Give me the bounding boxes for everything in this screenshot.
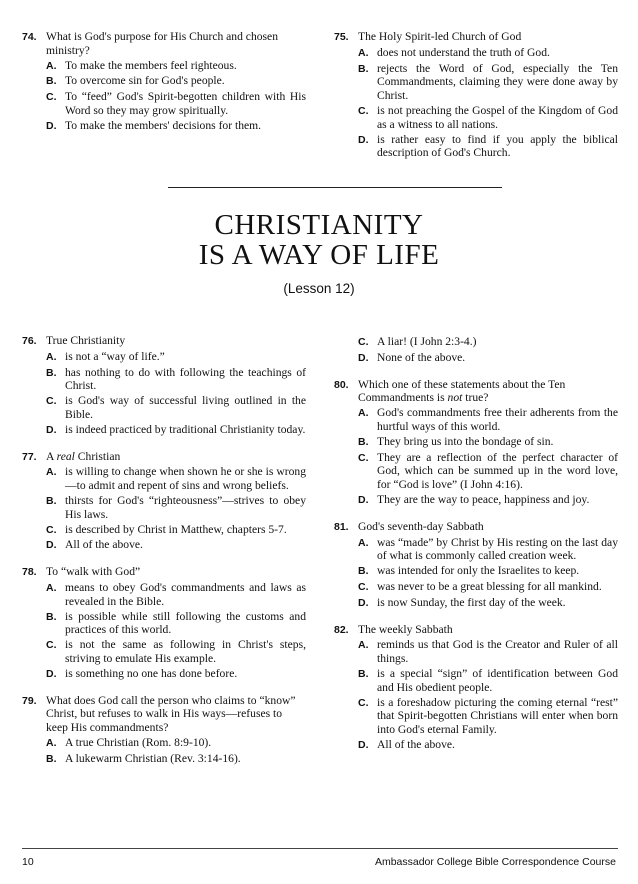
option-text: To make the members' decisions for them. <box>65 118 262 132</box>
option-letter: B. <box>358 435 369 448</box>
question-number: 75. <box>334 31 349 43</box>
question-number: 82. <box>334 623 349 636</box>
question-text: To “walk with God” <box>46 565 141 579</box>
option-letter: A. <box>46 350 57 363</box>
option-letter: A. <box>358 639 369 652</box>
option-letter: D. <box>46 667 57 680</box>
option-letter: B. <box>46 494 57 507</box>
answer-option <box>334 638 618 666</box>
answer-option <box>334 46 618 61</box>
option-letter: B. <box>358 667 369 680</box>
answer-option <box>334 536 618 564</box>
option-text: God's commandments free their adherents from the hurtful ways of this world. <box>377 406 618 433</box>
question-stem <box>22 450 306 465</box>
option-letter: C. <box>358 580 369 593</box>
option-text: All of the above. <box>377 737 455 751</box>
question <box>22 30 306 134</box>
option-text: To make the members feel righteous. <box>65 58 237 72</box>
option-letter: C. <box>358 451 369 464</box>
answer-option <box>22 59 306 74</box>
question <box>22 694 306 767</box>
option-text: A true Christian (Rom. 8:9-10). <box>65 735 212 749</box>
answer-option <box>22 667 306 682</box>
left-column <box>22 334 306 767</box>
option-letter: B. <box>46 752 57 765</box>
question-stem <box>334 623 618 638</box>
answer-option <box>334 451 618 492</box>
answer-option <box>22 736 306 751</box>
question <box>22 450 306 554</box>
answer-option <box>334 596 618 611</box>
option-text: is described by Christ in Matthew, chapters 5-7. <box>65 522 287 536</box>
option-text: They are the way to peace, happiness and joy. <box>377 492 590 506</box>
lesson-number: (Lesson 12) <box>283 281 355 296</box>
option-letter: D. <box>46 539 57 552</box>
option-text: has nothing to do with following the teachings of Christ. <box>65 365 306 393</box>
option-text: They bring us into the bondage of sin. <box>377 434 554 448</box>
option-letter: A. <box>358 46 369 59</box>
question-text: True Christianity <box>46 334 126 347</box>
option-letter: A. <box>46 59 57 72</box>
option-letter: C. <box>46 91 57 104</box>
answer-option <box>334 351 618 366</box>
lesson-title-line-1: CHRISTIANITY <box>214 209 424 241</box>
option-text: does not understand the truth of God. <box>377 45 550 59</box>
option-letter: D. <box>358 596 369 609</box>
option-letter: B. <box>46 75 57 88</box>
option-letter: D. <box>46 119 57 132</box>
answer-option <box>22 423 306 438</box>
answer-option <box>22 90 306 118</box>
question-number: 76. <box>22 335 37 347</box>
answer-option <box>334 335 618 350</box>
question-text: The weekly Sabbath <box>358 622 453 636</box>
question-text: What does God call the person who claims to “know” Christ, but refuses to walk in His ways—refuses to keep His commandments? <box>46 693 296 735</box>
question <box>334 520 618 611</box>
answer-option <box>22 366 306 394</box>
option-letter: A. <box>358 536 369 549</box>
question-text-part: Christian <box>74 449 121 463</box>
answer-option <box>22 494 306 522</box>
footer-rule <box>22 848 618 849</box>
option-text: is indeed practiced by traditional Christianity today. <box>65 422 306 436</box>
right-column <box>334 334 618 753</box>
option-text: All of the above. <box>65 538 143 552</box>
answer-option <box>334 406 618 434</box>
answer-option <box>22 119 306 134</box>
option-letter: B. <box>358 62 369 75</box>
answer-option <box>334 696 618 737</box>
question <box>22 565 306 681</box>
answer-option <box>334 133 618 161</box>
answer-option <box>22 581 306 609</box>
option-letter: A. <box>46 736 57 749</box>
option-text: is God's way of successful living outlined in the Bible. <box>65 394 306 421</box>
option-letter: C. <box>46 523 57 536</box>
option-letter: D. <box>358 133 369 146</box>
option-text: is a special “sign” of identification between God and His obedient people. <box>377 666 618 694</box>
course-name: Ambassador College Bible Correspondence Course <box>374 856 616 868</box>
option-text: To overcome sin for God's people. <box>65 74 225 88</box>
option-text: means to obey God's commandments and laws as revealed in the Bible. <box>65 580 306 608</box>
question-text: God's seventh-day Sabbath <box>358 519 484 533</box>
option-text: rejects the Word of God, especially the Ten Commandments, claiming they were done away by Christ. <box>377 61 618 103</box>
question-stem <box>334 520 618 535</box>
option-text: A liar! (I John 2:3-4.) <box>377 335 477 348</box>
answer-option <box>22 523 306 538</box>
option-text: thirsts for God's “righteousness”—strives to obey His laws. <box>65 493 306 521</box>
question-spacer <box>334 611 618 623</box>
answer-option <box>22 752 306 767</box>
top-left-column <box>22 30 306 134</box>
question-stem <box>22 334 306 349</box>
option-text: was intended for only the Israelites to keep. <box>377 564 580 578</box>
question-number: 74. <box>22 31 37 43</box>
question-spacer <box>22 553 306 565</box>
option-letter: C. <box>46 395 57 408</box>
top-right-column <box>334 30 618 160</box>
question-number: 78. <box>22 566 37 579</box>
answer-option <box>334 493 618 508</box>
option-letter: D. <box>358 738 369 751</box>
option-letter: C. <box>358 336 369 348</box>
option-letter: C. <box>358 104 369 117</box>
question-text-emphasis: not <box>447 391 463 405</box>
option-letter: A. <box>358 407 369 420</box>
answer-option <box>22 74 306 89</box>
question <box>334 335 618 366</box>
answer-option <box>22 350 306 365</box>
section-divider <box>168 187 502 188</box>
answer-option <box>334 104 618 132</box>
option-text: is something no one has done before. <box>65 666 238 680</box>
question <box>334 30 618 160</box>
option-letter: B. <box>358 565 369 578</box>
option-text: A lukewarm Christian (Rev. 3:14-16). <box>65 751 241 765</box>
question-number: 79. <box>22 694 37 707</box>
question-stem <box>334 378 618 406</box>
option-text: is rather easy to find if you apply the biblical description of God's Church. <box>377 132 618 160</box>
question-spacer <box>334 508 618 520</box>
question <box>22 334 306 438</box>
question-stem <box>22 565 306 580</box>
question <box>334 378 618 508</box>
question-text: What is God's purpose for His Church and chosen ministry? <box>46 30 278 57</box>
answer-option <box>334 435 618 450</box>
option-letter: A. <box>46 466 57 479</box>
answer-option <box>22 638 306 666</box>
answer-option <box>22 538 306 553</box>
option-letter: D. <box>358 351 369 364</box>
answer-option <box>22 465 306 493</box>
answer-option <box>22 394 306 422</box>
option-text: To “feed” God's Spirit-begotten children with His Word so they may grow spiritually. <box>65 90 306 117</box>
answer-option <box>334 564 618 579</box>
question-text-part: Which one of these statements about the Ten Commandments is <box>358 377 566 405</box>
question-number: 81. <box>334 520 349 533</box>
question-text-part: A <box>46 449 57 463</box>
question-number: 80. <box>334 378 349 391</box>
option-letter: C. <box>46 639 57 652</box>
question-text <box>46 450 306 465</box>
option-text: is not preaching the Gospel of the Kingdom of God as a witness to all nations. <box>377 103 618 131</box>
option-text: is not a “way of life.” <box>65 349 165 363</box>
answer-option <box>22 610 306 638</box>
page-number: 10 <box>22 856 34 868</box>
option-text: is now Sunday, the first day of the week. <box>377 595 566 609</box>
question <box>334 623 618 753</box>
option-letter: D. <box>46 423 57 436</box>
option-text: reminds us that God is the Creator and Ruler of all things. <box>377 638 618 666</box>
question-spacer <box>22 682 306 694</box>
option-letter: B. <box>46 610 57 623</box>
question-spacer <box>22 438 306 450</box>
lesson-title-line-2: IS A WAY OF LIFE <box>198 239 440 271</box>
option-text: was never to be a great blessing for all mankind. <box>377 579 602 593</box>
answer-option <box>334 62 618 103</box>
question-stem <box>22 694 306 735</box>
option-text: None of the above. <box>377 350 466 364</box>
option-text: is willing to change when shown he or she is wrong—to admit and repent of sins and wrong beliefs. <box>65 465 306 493</box>
question-text-part: true? <box>462 391 489 405</box>
question-stem <box>334 30 618 45</box>
option-text: is possible while still following the customs and practices of this world. <box>65 609 306 637</box>
question-number: 77. <box>22 450 37 463</box>
question-spacer <box>334 366 618 378</box>
option-letter: B. <box>46 366 57 379</box>
option-text: They are a reflection of the perfect character of God, which can be summed up in the word love, for “God is love” (I John 4:16). <box>377 450 618 492</box>
option-text: was “made” by Christ by His resting on the last day of what is commonly called creation week. <box>377 535 618 563</box>
option-letter: A. <box>46 581 57 594</box>
option-text: is a foreshadow picturing the coming eternal “rest” that Spirit-begotten Christians will enter when born into God's eternal Family. <box>377 695 618 737</box>
question-text <box>358 378 618 406</box>
option-text: is not the same as following in Christ's steps, striving to emulate His example. <box>65 638 306 665</box>
question-text: The Holy Spirit-led Church of God <box>358 30 522 43</box>
question-stem <box>22 30 306 58</box>
option-letter: C. <box>358 696 369 709</box>
answer-option <box>334 667 618 695</box>
option-letter: D. <box>358 493 369 506</box>
answer-option <box>334 580 618 595</box>
question-text-emphasis: real <box>56 449 75 463</box>
answer-option <box>334 738 618 753</box>
